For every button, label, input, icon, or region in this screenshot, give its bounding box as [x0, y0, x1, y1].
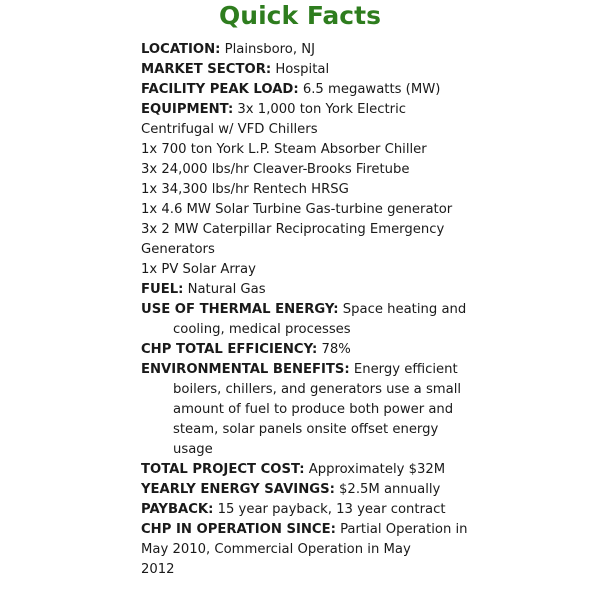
operation-since-line: May 2010, Commercial Operation in May	[141, 542, 411, 557]
fact-value: Hospital	[271, 62, 330, 77]
fact-label: CHP TOTAL EFFICIENCY:	[141, 342, 318, 357]
fact-value: 78%	[317, 342, 351, 357]
page-title: Quick Facts	[219, 1, 381, 30]
fact-label: MARKET SECTOR:	[141, 62, 272, 77]
fact-label: FUEL:	[141, 282, 184, 297]
fact-location	[141, 40, 471, 60]
thermal-energy-line: cooling, medical processes	[173, 322, 351, 337]
fact-value: 3x 1,000 ton York Electric	[233, 102, 407, 117]
equipment-line: 3x 2 MW Caterpillar Reciprocating Emergency	[141, 222, 445, 237]
fact-label: CHP IN OPERATION SINCE:	[141, 522, 336, 537]
environmental-benefits-line: steam, solar panels onsite offset energy	[173, 422, 439, 437]
equipment-line: 1x 4.6 MW Solar Turbine Gas-turbine generator	[141, 202, 453, 217]
fact-market-sector	[141, 60, 471, 80]
fact-label: EQUIPMENT:	[141, 102, 234, 117]
environmental-benefits-line: usage	[173, 442, 213, 457]
fact-use-of-thermal-energy	[141, 300, 471, 320]
fact-value: Energy efficient	[349, 362, 458, 377]
facts-list	[141, 40, 471, 580]
fact-yearly-energy-savings	[141, 480, 471, 500]
fact-environmental-benefits	[141, 360, 471, 380]
fact-value: 6.5 megawatts (MW)	[298, 82, 441, 97]
equipment-line: Centrifugal w/ VFD Chillers	[141, 122, 318, 137]
fact-chp-total-efficiency	[141, 340, 471, 360]
fact-label: FACILITY PEAK LOAD:	[141, 82, 299, 97]
fact-label: USE OF THERMAL ENERGY:	[141, 302, 339, 317]
fact-label: PAYBACK:	[141, 502, 214, 517]
fact-label: LOCATION:	[141, 42, 221, 57]
operation-since-line: 2012	[141, 562, 175, 577]
fact-value: Natural Gas	[183, 282, 266, 297]
equipment-line: 1x 34,300 lbs/hr Rentech HRSG	[141, 182, 349, 197]
fact-chp-in-operation-since	[141, 520, 471, 540]
fact-equipment	[141, 100, 471, 120]
fact-value: Plainsboro, NJ	[220, 42, 315, 57]
fact-value: $2.5M annually	[334, 482, 441, 497]
fact-fuel	[141, 280, 471, 300]
fact-value: Space heating and	[338, 302, 467, 317]
fact-facility-peak-load	[141, 80, 471, 100]
fact-label: TOTAL PROJECT COST:	[141, 462, 305, 477]
fact-label: YEARLY ENERGY SAVINGS:	[141, 482, 335, 497]
environmental-benefits-line: boilers, chillers, and generators use a small	[173, 382, 462, 397]
fact-payback	[141, 500, 471, 520]
equipment-line: 3x 24,000 lbs/hr Cleaver-Brooks Firetube	[141, 162, 410, 177]
equipment-line: 1x PV Solar Array	[141, 262, 256, 277]
fact-value: Approximately $32M	[304, 462, 446, 477]
fact-value: Partial Operation in	[335, 522, 468, 537]
fact-value: 15 year payback, 13 year contract	[213, 502, 446, 517]
equipment-line: 1x 700 ton York L.P. Steam Absorber Chiller	[141, 142, 427, 157]
fact-total-project-cost	[141, 460, 471, 480]
environmental-benefits-line: amount of fuel to produce both power and	[173, 402, 454, 417]
equipment-line: Generators	[141, 242, 215, 257]
fact-label: ENVIRONMENTAL BENEFITS:	[141, 362, 350, 377]
